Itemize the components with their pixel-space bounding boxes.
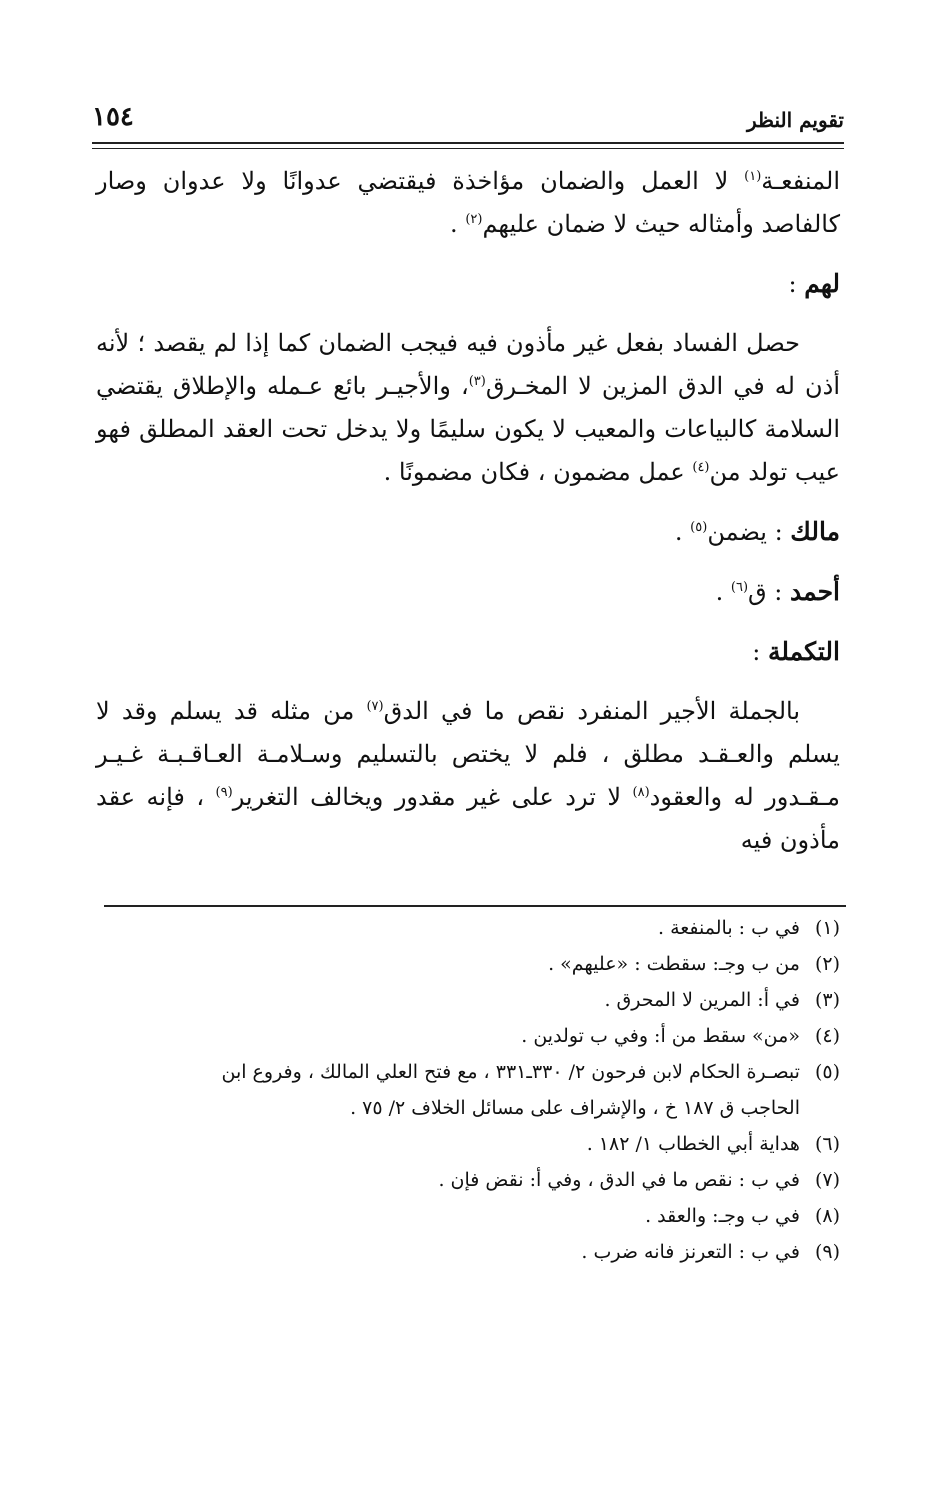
footnote-ref: (٩) (215, 785, 233, 800)
scholar-name: مالك (790, 517, 840, 546)
footnote-ref: (٤) (692, 460, 710, 475)
footnote-text: في أ: المرين لا المحرق . (604, 989, 800, 1011)
main-text (96, 160, 840, 862)
footnote-item (96, 910, 840, 946)
text-run: ، والأجيـر بائع عـمله والإطلاق يقتضي السلامة كالبياعات والمعيب لا يكون سليمًا ولا يدخل تحت العقد المطلق فهو عيب تولد من (96, 372, 840, 486)
text-run: : ق (748, 578, 791, 606)
text-run: حصل الفساد بفعل غير مأذون فيه فيجب الضمان كما إذا لم يقصد ؛ لأنه أذن له في الدق المزين لا المخـرق (96, 329, 840, 400)
footnote-text: الحاجب ق ١٨٧ خ ، والإشراف على مسائل الخلاف ٢/ ٧٥ . (350, 1097, 800, 1119)
footnote-item (96, 1198, 840, 1234)
footnote-ref: (٥) (690, 520, 708, 535)
section-heading: التكملة (767, 637, 840, 666)
footnotes (96, 910, 840, 1270)
footnote-ref: (٨) (632, 785, 650, 800)
header-rule (92, 142, 844, 149)
paragraph-1 (96, 160, 840, 246)
footnote-item (96, 946, 840, 982)
section-heading: لهم (804, 269, 840, 298)
footnote-text: في ب : نقص ما في الدق ، وفي أ: نقض فإن . (438, 1169, 800, 1191)
footnote-number: (٩) (814, 1241, 840, 1263)
footnote-ref: (٦) (730, 580, 749, 595)
footnote-text: تبصـرة الحكام لابن فرحون ٢/ ٣٣٠ـ٣٣١ ، مع فتح العلي المالك ، وفروع ابن (221, 1061, 800, 1083)
footnote-text: من ب وجـ: سقطت : «عليهم» . (548, 953, 800, 975)
heading-lahum (96, 262, 840, 306)
footnote-text: في ب : بالمنفعة . (658, 917, 800, 939)
footnote-item (96, 1018, 840, 1054)
heading-colon: : (788, 270, 805, 298)
paragraph-2 (96, 322, 840, 494)
text-run: من مثله قد يسلم وقد لا يسلم والعـقـد مطلق ، فلم لا يختص بالتسليم وسـلامـة العـاقـبـة غـيـر مـقـدور له والعقود (96, 697, 840, 811)
text-run: ، فإنه عقد مأذون فيه (96, 783, 840, 854)
footnote-ref: (٢) (465, 212, 483, 227)
footnote-number: (٢) (814, 953, 840, 975)
opinion-ahmad (96, 570, 840, 614)
text-run: لا ترد على غير مقدور ويخالف التغرير (232, 783, 633, 811)
footnote-number: (١) (814, 917, 840, 939)
text-run: : يضمن (707, 518, 791, 546)
footnote-ref: (٣) (468, 374, 486, 389)
text-run: . (715, 578, 731, 606)
text-run: بالجملة الأجير المنفرد نقص ما في الدق (383, 697, 801, 725)
footnote-item (96, 1234, 840, 1270)
footnote-number: (٨) (814, 1205, 840, 1227)
footnote-number: (٥) (814, 1061, 840, 1083)
footnote-rule (104, 905, 846, 907)
text-run: المنفعـة (761, 167, 840, 195)
footnote-number: (٧) (814, 1169, 840, 1191)
footnote-text: هداية أبي الخطاب ١/ ١٨٢ . (586, 1133, 800, 1155)
footnote-item (96, 1162, 840, 1198)
footnote-text: «من» سقط من أ: وفي ب تولدين . (521, 1025, 800, 1047)
heading-colon: : (752, 638, 768, 666)
scholar-name: أحمد (790, 577, 840, 606)
paragraph-3 (96, 690, 840, 862)
page-number: ١٥٤ (92, 102, 134, 132)
opinion-malik (96, 510, 840, 554)
footnote-continuation (96, 1090, 840, 1126)
footnote-number: (٤) (814, 1025, 840, 1047)
footnote-number: (٣) (814, 989, 840, 1011)
text-run: عمل مضمون ، فكان مضمونًا . (383, 458, 693, 486)
running-title: تقويم النظر (747, 108, 844, 132)
footnote-ref: (٧) (366, 699, 384, 714)
footnote-number: (٦) (814, 1133, 840, 1155)
footnote-text: في ب وجـ: والعقد . (645, 1205, 800, 1227)
text-run: لا العمل والضمان مؤاخذة فيقتضي عدوانًا ولا عدوان وصار (96, 167, 745, 195)
footnote-item (96, 982, 840, 1018)
footnote-text: في ب : التعرنز فانه ضرب . (581, 1241, 800, 1263)
text-run: كالفاصد وأمثاله حيث لا ضمان عليهم (482, 210, 840, 238)
text-run: . (674, 518, 691, 546)
running-header (92, 100, 844, 140)
heading-takmila (96, 630, 840, 674)
footnote-item (96, 1126, 840, 1162)
text-run: . (450, 210, 466, 238)
footnote-item (96, 1054, 840, 1090)
footnote-ref: (١) (744, 169, 762, 184)
